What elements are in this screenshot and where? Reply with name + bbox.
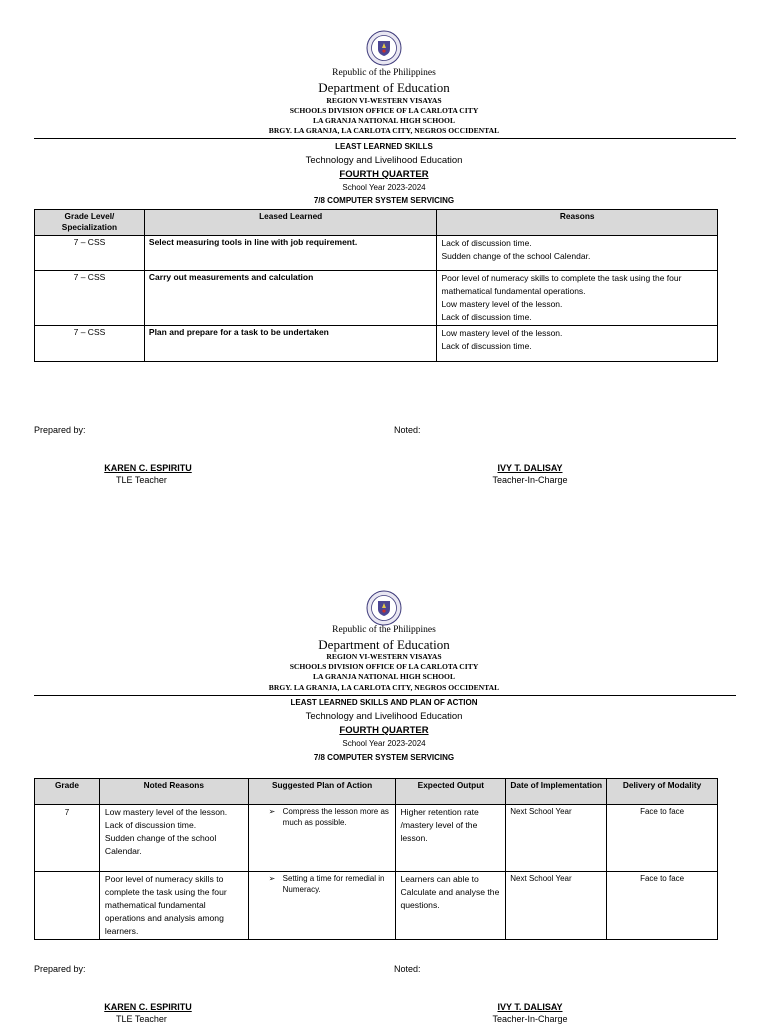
subject-line: Technology and Livelihood Education — [305, 711, 463, 722]
reasons-cell — [437, 271, 718, 326]
column-header: Grade — [35, 779, 100, 805]
reason-item: Low mastery level of the lesson. — [441, 299, 563, 309]
learned-cell: Plan and prepare for a task to be undertaken — [144, 326, 437, 362]
modality-cell: Face to face — [607, 805, 718, 872]
table-row — [35, 872, 718, 940]
reasons-cell — [99, 872, 248, 940]
republic-line: Republic of the Philippines — [332, 625, 436, 635]
preparer-signature-block — [68, 1002, 228, 1024]
quarter-line: FOURTH QUARTER — [339, 169, 429, 180]
reason-item: Lack of discussion time. — [441, 341, 532, 351]
reason-item: Poor level of numeracy skills to complete the task using the four mathematical fundamental operations. — [441, 273, 682, 296]
table-row — [35, 236, 718, 271]
column-header: Expected Output — [396, 779, 506, 805]
plan-cell — [248, 872, 396, 940]
date-cell: Next School Year — [506, 872, 607, 940]
date-cell: Next School Year — [506, 805, 607, 872]
table-header-row — [35, 779, 718, 805]
grade-cell: 7 – CSS — [35, 236, 145, 271]
noter-title: Teacher-In-Charge — [492, 475, 568, 485]
column-header: Reasons — [437, 210, 718, 236]
plan-cell — [248, 805, 396, 872]
table-header-row — [35, 210, 718, 236]
noter-signature-block — [450, 1002, 610, 1024]
school-year-line: School Year 2023-2024 — [342, 183, 426, 192]
noter-signature-block — [450, 463, 610, 485]
school-year-line: School Year 2023-2024 — [342, 739, 426, 748]
plan-bullet — [269, 873, 392, 895]
school-line: LA GRANJA NATIONAL HIGH SCHOOL — [312, 672, 456, 681]
preparer-title: TLE Teacher — [116, 1014, 167, 1024]
division-line: SCHOOLS DIVISION OFFICE OF LA CARLOTA CITY — [289, 662, 479, 671]
reason-item: Low mastery level of the lesson. — [104, 807, 228, 817]
plan-text: Compress the lesson more as much as possible. — [282, 807, 389, 827]
reason-item: Low mastery level of the lesson. — [441, 328, 563, 338]
reason-item: Poor level of numeracy skills to complete the task using the four mathematical fundamental operations and analysis among learners. — [104, 874, 227, 936]
column-header: Grade Level/ Specialization — [35, 210, 145, 236]
header-divider — [34, 695, 736, 696]
document-title: LEAST LEARNED SKILLS — [335, 142, 433, 151]
column-header: Delivery of Modality — [607, 779, 718, 805]
table-row — [35, 271, 718, 326]
noter-title: Teacher-In-Charge — [492, 1014, 568, 1024]
learned-cell: Select measuring tools in line with job requirement. — [144, 236, 437, 271]
department-line: Department of Education — [318, 637, 450, 652]
table-row — [35, 326, 718, 362]
prepared-by-label: Prepared by: — [34, 425, 86, 435]
prepared-by-label: Prepared by: — [34, 964, 86, 974]
deped-seal-icon — [366, 590, 402, 626]
output-cell: Higher retention rate /mastery level of the lesson. — [396, 805, 506, 872]
reasons-cell — [99, 805, 248, 872]
republic-line: Republic of the Philippines — [332, 68, 436, 78]
deped-seal-icon — [366, 30, 402, 66]
arrow-bullet-icon: ➢ — [268, 874, 276, 883]
division-line: SCHOOLS DIVISION OFFICE OF LA CARLOTA CITY — [289, 106, 479, 115]
learned-cell: Carry out measurements and calculation — [144, 271, 437, 326]
grade-cell: 7 – CSS — [35, 271, 145, 326]
column-header: Leased Learned — [144, 210, 437, 236]
preparer-name: KAREN C. ESPIRITU — [104, 463, 192, 473]
plan-bullet — [269, 806, 392, 828]
quarter-line: FOURTH QUARTER — [339, 725, 429, 736]
reason-item: Sudden change of the school Calendar. — [104, 833, 217, 856]
reasons-cell — [437, 326, 718, 362]
department-line: Department of Education — [318, 80, 450, 95]
header-divider — [34, 138, 736, 139]
column-header: Suggested Plan of Action — [248, 779, 396, 805]
column-header: Date of Implementation — [506, 779, 607, 805]
region-line: REGION VI-WESTERN VISAYAS — [326, 652, 442, 661]
grade-cell: 7 — [35, 805, 100, 872]
document-title: LEAST LEARNED SKILLS AND PLAN OF ACTION — [290, 698, 478, 707]
column-header: Noted Reasons — [99, 779, 248, 805]
school-line: LA GRANJA NATIONAL HIGH SCHOOL — [312, 116, 456, 125]
course-line: 7/8 COMPUTER SYSTEM SERVICING — [313, 753, 455, 762]
least-learned-table — [34, 209, 718, 362]
table-row — [35, 805, 718, 872]
plan-text: Setting a time for remedial in Numeracy. — [282, 874, 385, 894]
address-line: BRGY. LA GRANJA, LA CARLOTA CITY, NEGROS OCCIDENTAL — [268, 126, 500, 135]
reason-item: Lack of discussion time. — [441, 238, 532, 248]
noted-label: Noted: — [394, 425, 421, 435]
reason-item: Lack of discussion time. — [441, 312, 532, 322]
preparer-title: TLE Teacher — [116, 475, 167, 485]
preparer-signature-block — [68, 463, 228, 485]
noted-label: Noted: — [394, 964, 421, 974]
subject-line: Technology and Livelihood Education — [305, 155, 463, 166]
preparer-name: KAREN C. ESPIRITU — [104, 1002, 192, 1012]
reason-item: Sudden change of the school Calendar. — [441, 251, 591, 261]
output-cell: Learners can able to Calculate and analyse the questions. — [396, 872, 506, 940]
reasons-cell — [437, 236, 718, 271]
plan-of-action-table — [34, 778, 718, 940]
noter-name: IVY T. DALISAY — [497, 1002, 563, 1012]
reason-item: Lack of discussion time. — [104, 820, 197, 830]
address-line: BRGY. LA GRANJA, LA CARLOTA CITY, NEGROS OCCIDENTAL — [268, 683, 500, 692]
region-line: REGION VI-WESTERN VISAYAS — [326, 96, 442, 105]
noter-name: IVY T. DALISAY — [497, 463, 563, 473]
modality-cell: Face to face — [607, 872, 718, 940]
arrow-bullet-icon: ➢ — [268, 807, 276, 816]
course-line: 7/8 COMPUTER SYSTEM SERVICING — [313, 196, 455, 205]
grade-cell: 7 – CSS — [35, 326, 145, 362]
grade-cell — [35, 872, 100, 940]
